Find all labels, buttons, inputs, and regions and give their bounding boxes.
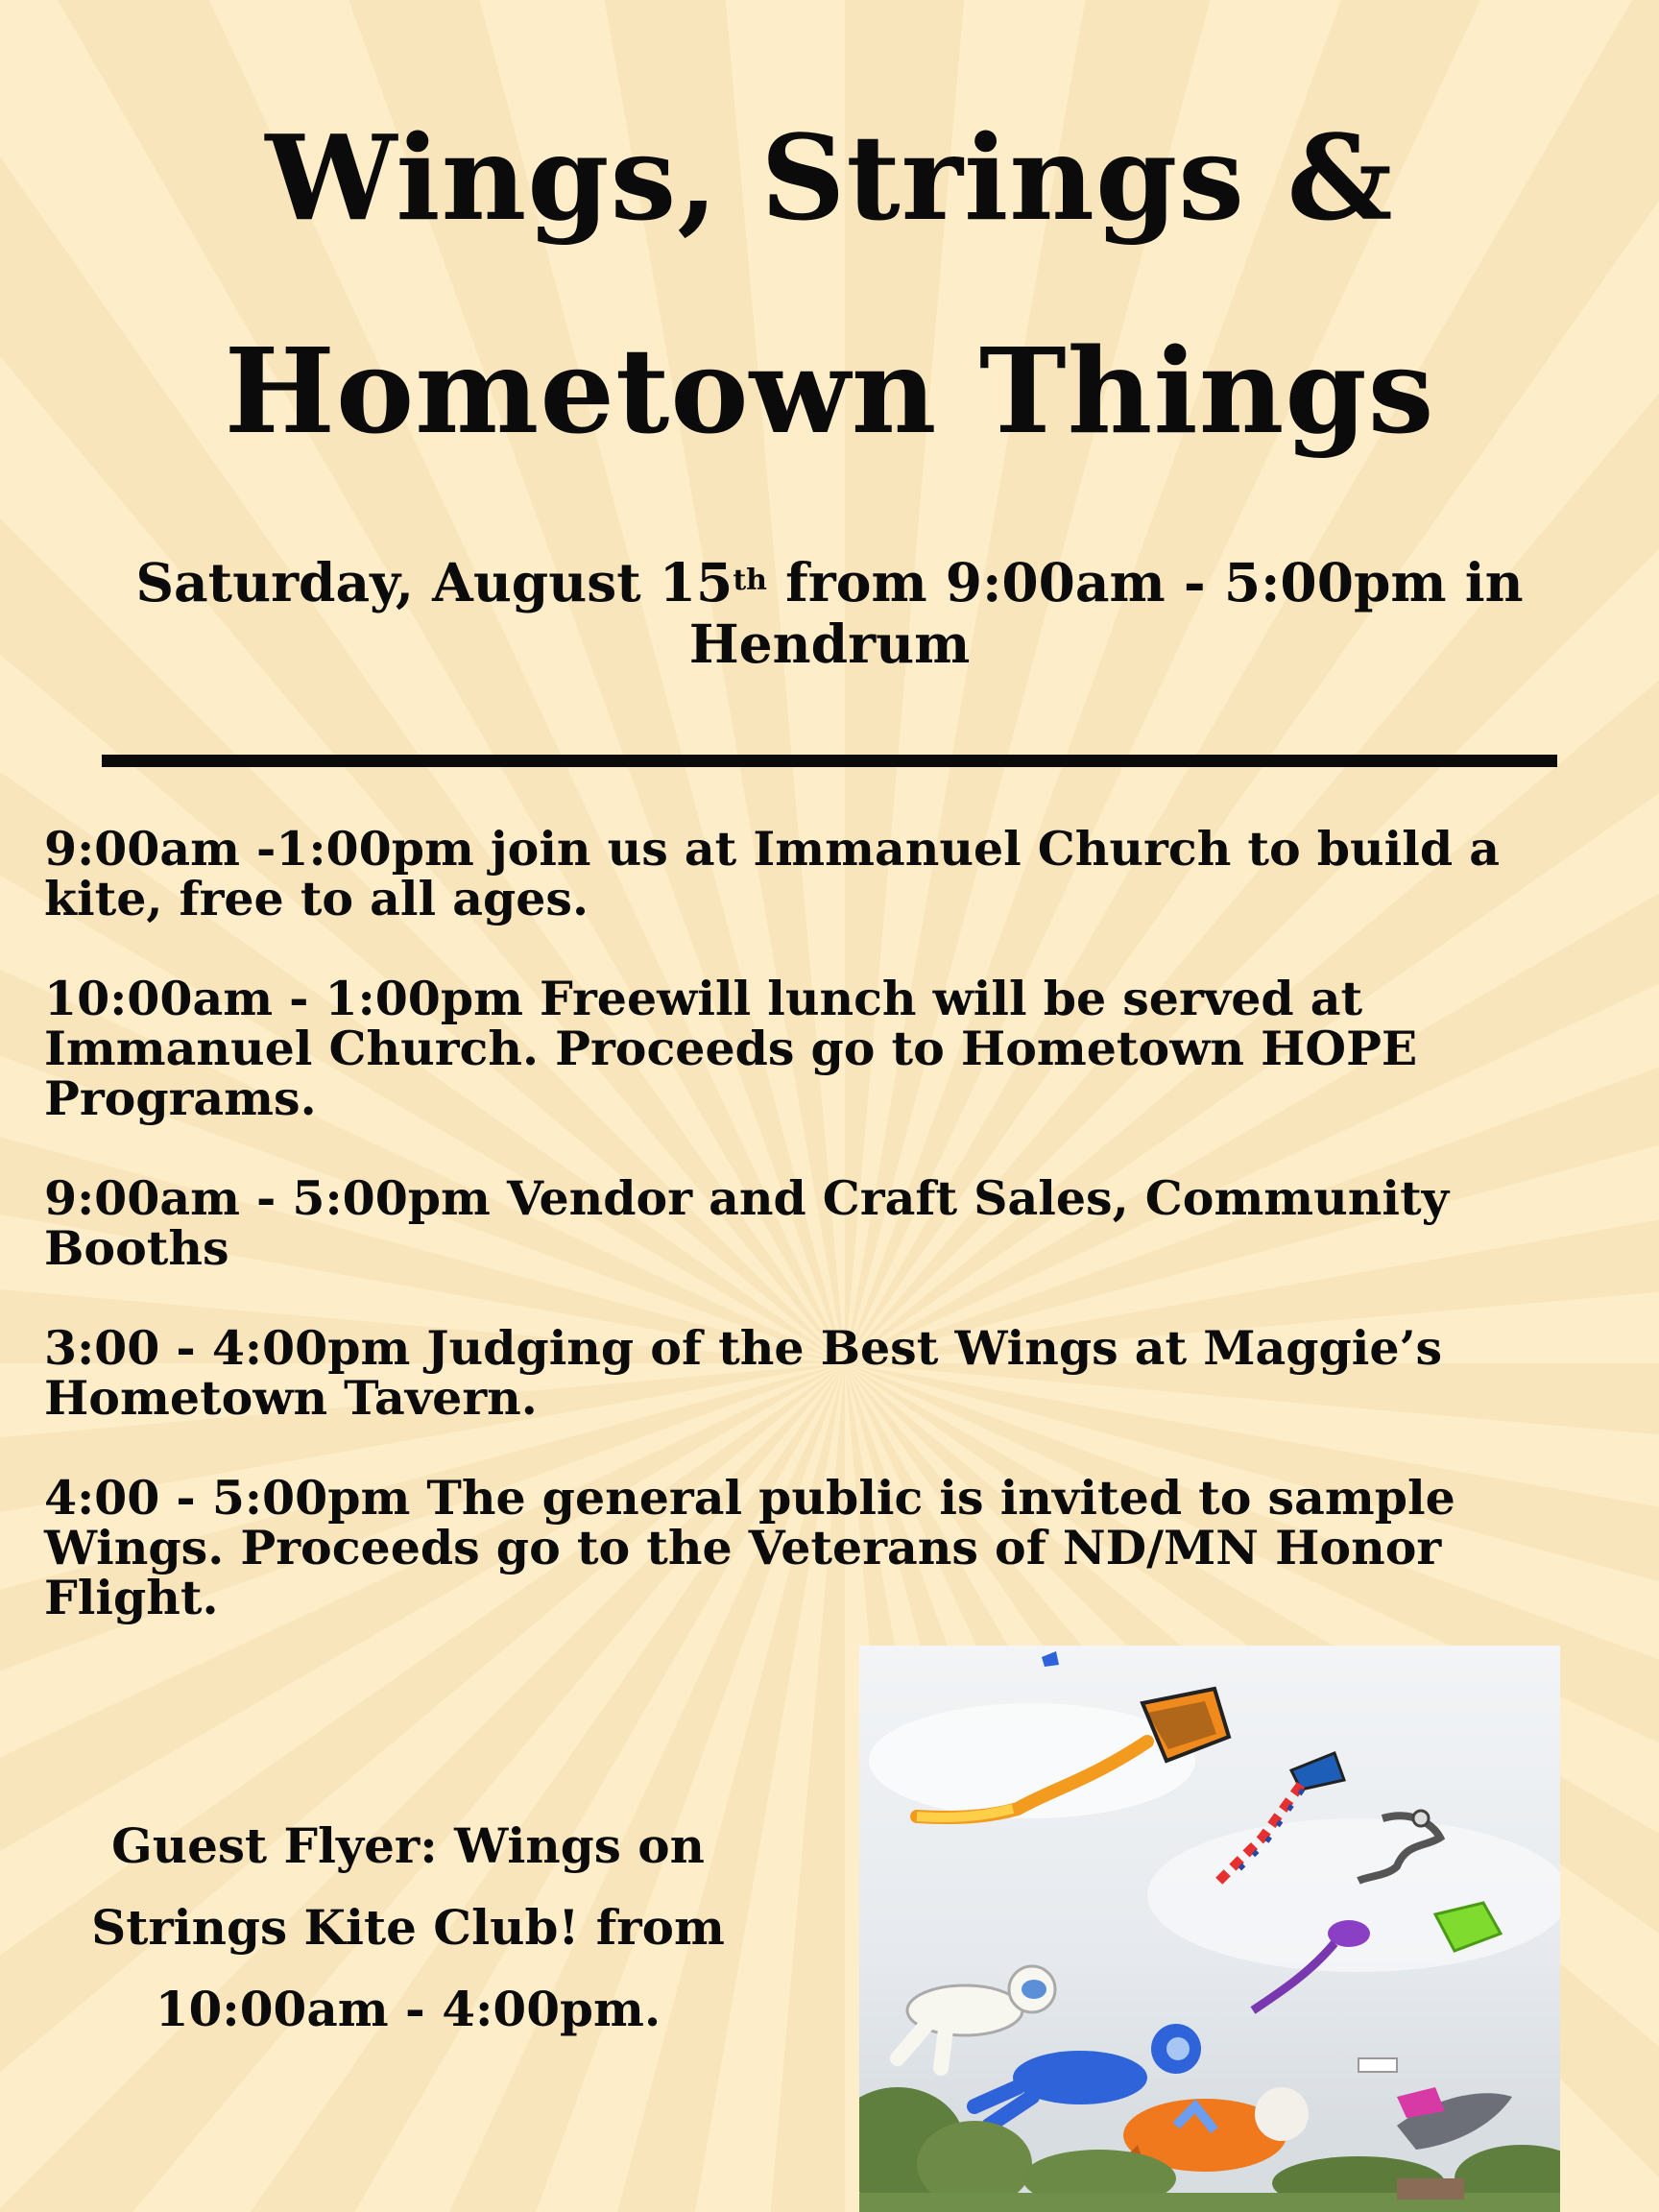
divider-line (102, 755, 1557, 767)
schedule-item-text: Hometown Tavern. (44, 1370, 538, 1426)
schedule-item-wings-sampling (44, 1470, 1619, 1625)
event-location: Hendrum (688, 613, 971, 675)
title-line-1: Wings, Strings & (265, 108, 1394, 247)
schedule-item-text: 3:00 - 4:00pm Judging of the Best Wings at Maggie’s (44, 1320, 1443, 1376)
kites-illustration (859, 1646, 1560, 2212)
event-date-time (58, 552, 1601, 675)
schedule-item-text: Programs. (44, 1070, 317, 1126)
schedule-item-vendors (44, 1170, 1619, 1276)
building (1397, 2178, 1464, 2200)
schedule-item-text: 4:00 - 5:00pm The general public is invited to sample (44, 1470, 1455, 1526)
schedule-item-text: 9:00am - 5:00pm Vendor and Craft Sales, Community (44, 1170, 1450, 1226)
event-time: from 9:00am - 5:00pm in (766, 551, 1524, 613)
guest-flyer-note (77, 1805, 739, 2050)
schedule-item-text: Wings. Proceeds go to the Veterans of ND/MN Honor (44, 1520, 1442, 1575)
guest-flyer-text: 10:00am - 4:00pm. (155, 1981, 661, 2037)
schedule-item-lunch (44, 971, 1619, 1126)
schedule-item-text: 9:00am -1:00pm join us at Immanuel Church to build a (44, 821, 1500, 877)
astronaut-kite-icon (898, 1966, 1055, 2068)
kites-photo (859, 1646, 1560, 2212)
schedule-item-text: Booths (44, 1220, 229, 1276)
guest-flyer-text: Guest Flyer: Wings on (111, 1817, 705, 1874)
guest-flyer-text: Strings Kite Club! from (91, 1899, 725, 1956)
schedule-item-text: Immanuel Church. Proceeds go to Hometown HOPE (44, 1021, 1418, 1076)
schedule-list (44, 821, 1619, 1672)
title-line-2: Hometown Things (224, 322, 1435, 460)
schedule-item-text: Flight. (44, 1570, 219, 1625)
schedule-item-text: 10:00am - 1:00pm Freewill lunch will be served at (44, 971, 1363, 1026)
small-kite-icon (1042, 1651, 1059, 1667)
schedule-item-kite-building (44, 821, 1619, 926)
date-ordinal-suffix: th (733, 564, 767, 597)
small-kite-icon (1358, 2058, 1397, 2072)
schedule-item-text: kite, free to all ages. (44, 871, 589, 926)
event-date: Saturday, August 15 (135, 551, 733, 613)
schedule-item-judging (44, 1320, 1619, 1426)
